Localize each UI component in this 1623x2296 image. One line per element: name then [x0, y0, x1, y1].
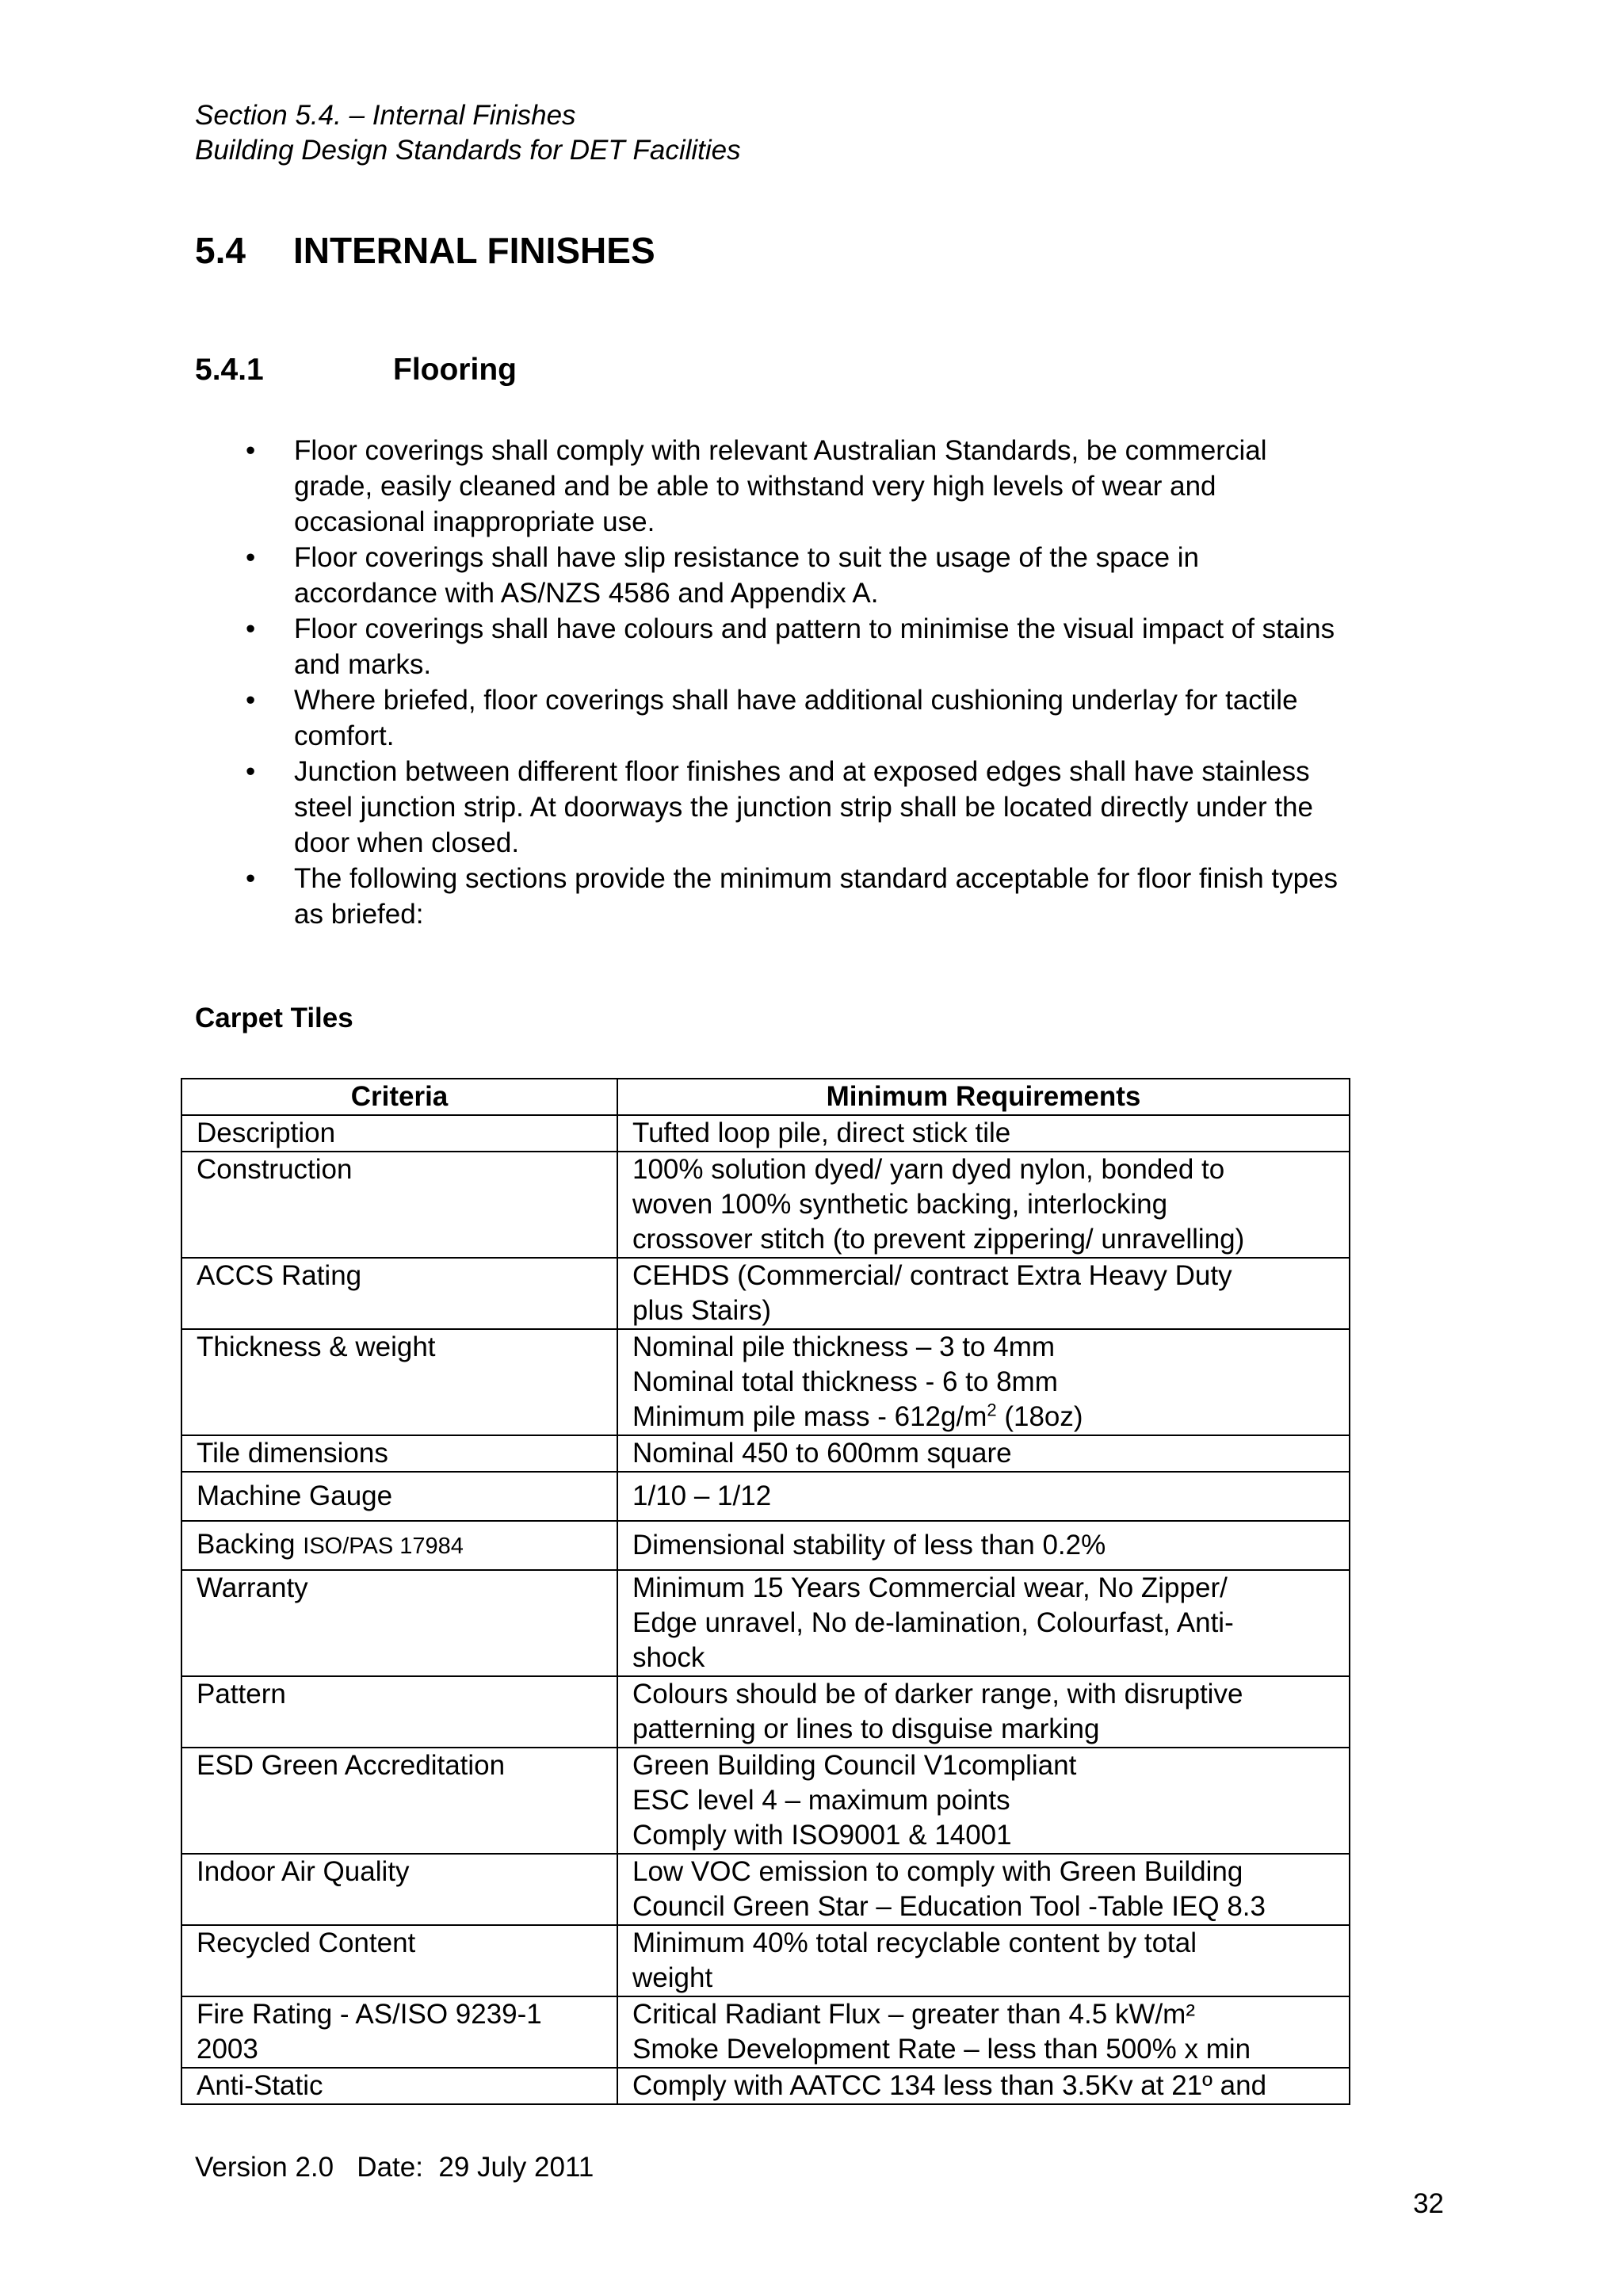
header-minimum-requirements: Minimum Requirements [617, 1079, 1350, 1115]
criteria-line: ACCS Rating [197, 1260, 362, 1291]
table-row [181, 1521, 1350, 1570]
table-row [181, 1570, 1350, 1676]
requirement-line: shock [632, 1642, 705, 1673]
criteria-cell [181, 1996, 617, 2068]
requirement-line: Nominal total thickness - 6 to 8mm [632, 1366, 1058, 1397]
list-item [195, 611, 1439, 682]
requirement-line: CEHDS (Commercial/ contract Extra Heavy Duty [632, 1260, 1232, 1291]
list-item-line: Floor coverings shall have slip resistance to suit the usage of the space in [294, 542, 1200, 573]
table-row [181, 1258, 1350, 1329]
list-item-line: as briefed: [294, 899, 424, 930]
table-row [181, 1472, 1350, 1521]
list-item-line: Floor coverings shall comply with relevant Australian Standards, be commercial [294, 435, 1267, 466]
table-row [181, 1435, 1350, 1472]
requirement-line: Nominal pile thickness – 3 to 4mm [632, 1331, 1055, 1362]
table-header-row [181, 1079, 1350, 1115]
criteria-cell [181, 1748, 617, 1854]
table-row [181, 1676, 1350, 1748]
section-heading [195, 228, 655, 273]
list-item-line: occasional inappropriate use. [294, 506, 655, 537]
criteria-line: ESD Green Accreditation [197, 1750, 506, 1781]
requirements-cell [617, 1258, 1350, 1329]
criteria-cell [181, 1115, 617, 1152]
criteria-cell [181, 2068, 617, 2104]
criteria-cell [181, 1258, 617, 1329]
requirement-line: Edge unravel, No de-lamination, Colourfast, Anti- [632, 1607, 1234, 1638]
table-row [181, 1996, 1350, 2068]
requirement-line: Comply with ISO9001 & 14001 [632, 1820, 1012, 1851]
requirements-cell [617, 1676, 1350, 1748]
criteria-standard-note: ISO/PAS 17984 [303, 1534, 464, 1559]
requirement-line: Nominal 450 to 600mm square [632, 1438, 1012, 1469]
superscript: 2 [987, 1400, 997, 1420]
bullet-icon: • [246, 685, 256, 716]
list-item-line: Where briefed, floor coverings shall have additional cushioning underlay for tactile [294, 685, 1298, 716]
requirement-line: 100% solution dyed/ yarn dyed nylon, bonded to [632, 1154, 1225, 1185]
list-item-line: grade, easily cleaned and be able to withstand very high levels of wear and [294, 471, 1216, 502]
table-row [181, 1152, 1350, 1258]
criteria-line: Pattern [197, 1679, 286, 1710]
criteria-line: Tile dimensions [197, 1438, 388, 1469]
list-item-line: The following sections provide the minimum standard acceptable for floor finish types [294, 863, 1338, 894]
criteria-cell [181, 1925, 617, 1996]
criteria-line: Thickness & weight [197, 1331, 436, 1362]
list-item-line: steel junction strip. At doorways the junction strip shall be located directly under the [294, 792, 1313, 823]
carpet-tiles-table [181, 1078, 1350, 2105]
list-item-line: accordance with AS/NZS 4586 and Appendix A. [294, 578, 879, 609]
criteria-line: Indoor Air Quality [197, 1856, 410, 1887]
criteria-cell [181, 1676, 617, 1748]
requirement-line: 1/10 – 1/12 [632, 1480, 772, 1511]
section-number: 5.4 [195, 230, 246, 271]
requirement-line [632, 1400, 1335, 1435]
list-item-line: and marks. [294, 649, 432, 680]
table-row [181, 1329, 1350, 1435]
requirement-line: Minimum 15 Years Commercial wear, No Zipper/ [632, 1572, 1228, 1603]
requirement-line: Minimum 40% total recyclable content by total [632, 1927, 1197, 1958]
list-item [195, 861, 1439, 932]
criteria-line: 2003 [197, 2034, 258, 2065]
requirement-line: patterning or lines to disguise marking [632, 1713, 1100, 1744]
requirements-cell [617, 1435, 1350, 1472]
criteria-line: Anti-Static [197, 2070, 323, 2101]
subsection-number: 5.4.1 [195, 353, 264, 387]
subsection-heading [195, 351, 517, 389]
requirements-cell [617, 1329, 1350, 1435]
criteria-line: Fire Rating - AS/ISO 9239-1 [197, 1999, 542, 2030]
list-item [195, 682, 1439, 754]
page-number: 32 [1413, 2188, 1444, 2219]
flooring-bullet-list [195, 433, 1439, 932]
criteria-line: Description [197, 1117, 336, 1148]
requirement-text: (18oz) [996, 1401, 1083, 1432]
requirement-line: ESC level 4 – maximum points [632, 1785, 1010, 1816]
requirement-line: Tufted loop pile, direct stick tile [632, 1117, 1011, 1148]
bullet-icon: • [246, 435, 256, 466]
requirements-cell [617, 1996, 1350, 2068]
requirement-line: Green Building Council V1compliant [632, 1750, 1077, 1781]
requirement-text: Minimum pile mass - 612g/m [632, 1401, 987, 1432]
criteria-line: Backing [197, 1529, 296, 1560]
footer-version-date: Version 2.0 Date: 29 July 2011 [195, 2152, 594, 2183]
requirement-line: woven 100% synthetic backing, interlocking [632, 1189, 1168, 1220]
list-item [195, 754, 1439, 861]
table-row [181, 2068, 1350, 2104]
header-section-line: Section 5.4. – Internal Finishes [195, 100, 576, 131]
table-row [181, 1748, 1350, 1854]
requirements-cell [617, 1521, 1350, 1570]
requirement-line: weight [632, 1962, 713, 1993]
list-item-line: Floor coverings shall have colours and pattern to minimise the visual impact of stains [294, 613, 1335, 644]
bullet-icon: • [246, 863, 256, 894]
requirements-cell [617, 1570, 1350, 1676]
requirements-cell [617, 1152, 1350, 1258]
criteria-cell [181, 1152, 617, 1258]
table-row [181, 1854, 1350, 1925]
requirement-line: Comply with AATCC 134 less than 3.5Kv at 21º and [632, 2070, 1267, 2101]
requirement-line: Smoke Development Rate – less than 500% x min [632, 2034, 1251, 2065]
subsection-title: Flooring [393, 353, 517, 387]
requirement-line: Low VOC emission to comply with Green Building [632, 1856, 1243, 1887]
criteria-cell [181, 1521, 617, 1570]
criteria-cell [181, 1435, 617, 1472]
header-criteria: Criteria [181, 1079, 617, 1115]
requirements-cell [617, 1925, 1350, 1996]
requirements-cell [617, 1472, 1350, 1521]
table-row [181, 1115, 1350, 1152]
bullet-icon: • [246, 542, 256, 573]
criteria-cell [181, 1854, 617, 1925]
criteria-line: Recycled Content [197, 1927, 416, 1958]
requirement-line: Colours should be of darker range, with disruptive [632, 1679, 1243, 1710]
header-document-line: Building Design Standards for DET Facilities [195, 135, 741, 166]
requirements-cell [617, 1854, 1350, 1925]
list-item [195, 433, 1439, 540]
requirement-line: plus Stairs) [632, 1295, 772, 1326]
requirement-line: Council Green Star – Education Tool -Table IEQ 8.3 [632, 1891, 1266, 1922]
requirement-line: Dimensional stability of less than 0.2% [632, 1530, 1106, 1561]
list-item-line: door when closed. [294, 827, 520, 858]
list-item-line: Junction between different floor finishes and at exposed edges shall have stainless [294, 756, 1310, 787]
criteria-cell [181, 1570, 617, 1676]
criteria-line: Construction [197, 1154, 353, 1185]
running-header [195, 98, 741, 168]
requirements-cell [617, 1748, 1350, 1854]
requirements-cell [617, 1115, 1350, 1152]
list-item-line: comfort. [294, 720, 395, 751]
requirements-cell [617, 2068, 1350, 2104]
requirement-line: Critical Radiant Flux – greater than 4.5 kW/m² [632, 1999, 1195, 2030]
criteria-cell [181, 1472, 617, 1521]
criteria-cell [181, 1329, 617, 1435]
bullet-icon: • [246, 613, 256, 644]
table-row [181, 1925, 1350, 1996]
table-title: Carpet Tiles [195, 1003, 353, 1033]
requirement-line: crossover stitch (to prevent zippering/ unravelling) [632, 1224, 1245, 1255]
criteria-line: Machine Gauge [197, 1480, 393, 1511]
section-title: INTERNAL FINISHES [293, 230, 655, 271]
list-item [195, 540, 1439, 611]
bullet-icon: • [246, 756, 256, 787]
criteria-line: Warranty [197, 1572, 308, 1603]
